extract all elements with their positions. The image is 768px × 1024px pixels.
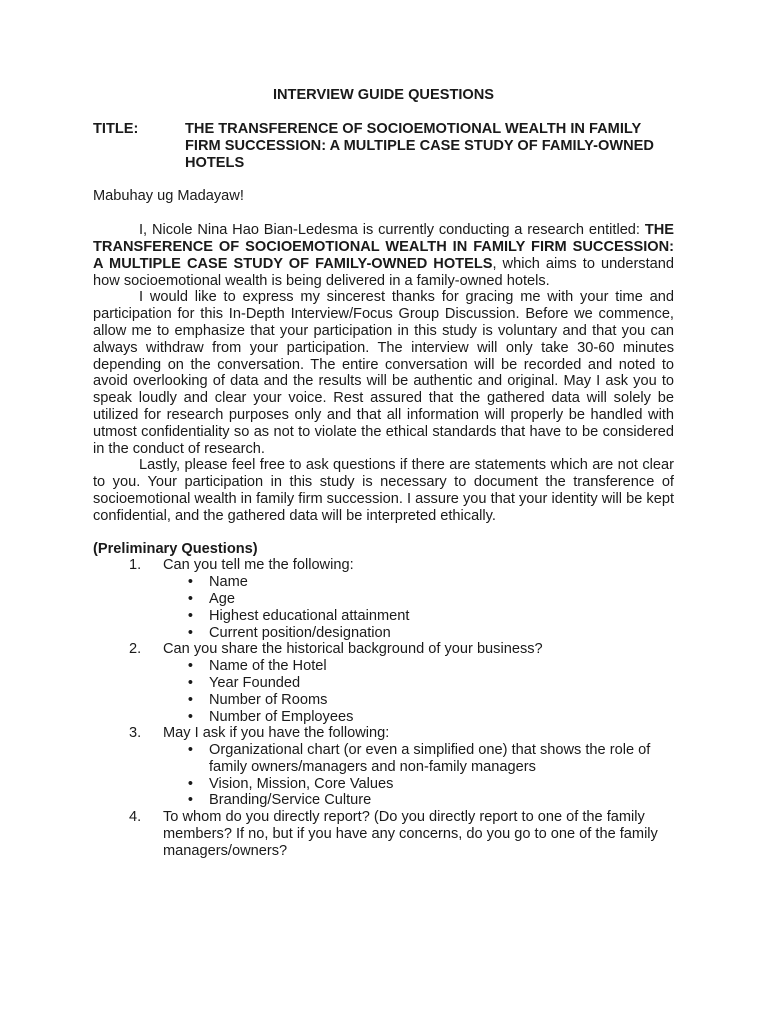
bullet-icon: •: [187, 708, 193, 725]
question-number: 4.: [129, 809, 142, 826]
sub-item: • Number of Rooms: [163, 692, 674, 709]
sub-item: • Number of Employees: [163, 709, 674, 726]
intro-p1-end: , which aims to understand how socioemotional wealth is being delivered in a family-owned hotels.: [93, 255, 674, 289]
sub-item: • Name: [163, 574, 674, 591]
bullet-icon: •: [187, 792, 193, 809]
bullet-icon: •: [187, 742, 193, 759]
bullet-icon: •: [187, 590, 193, 607]
question-item: [93, 557, 674, 641]
title-block: [93, 121, 674, 171]
question-item: [93, 809, 674, 859]
intro-p1-research-title: THE TRANSFERENCE OF SOCIOEMOTIONAL WEALTH IN FAMILY FIRM SUCCESSION: A MULTIPLE CASE STUDY OF FAMILY-OWNED HOTELS: [93, 222, 674, 272]
sub-item: • Age: [163, 591, 674, 608]
bullet-icon: •: [187, 674, 193, 691]
sub-item: • Current position/designation: [163, 625, 674, 642]
question-text: Can you tell me the following:: [163, 557, 354, 574]
sub-item: • Name of the Hotel: [163, 658, 674, 675]
sub-item-list: [163, 658, 674, 725]
question-number: 3.: [129, 725, 142, 742]
question-list: [93, 557, 674, 859]
document-heading: INTERVIEW GUIDE QUESTIONS: [272, 87, 495, 103]
question-item: [93, 641, 674, 725]
intro-p1-start: I, Nicole Nina Hao Bian-Ledesma is currently conducting a research entitled:: [139, 222, 645, 239]
question-number: 2.: [129, 641, 142, 658]
question-text: Can you share the historical background of your business?: [163, 641, 543, 658]
intro-paragraph-2: I would like to express my sincerest thanks for gracing me with your time and participation for this In-Depth Interview/Focus Group Discussion. Before we commence, allow me to emphasize that your participation in this study is voluntary and that you can always withdraw from your participation. The interview will only take 30-60 minutes depending on the conversation. The entire conversation will be recorded and noted to avoid overlooking of data and the results will be authentic and original. May I ask you to speak loudly and clear your voice. Rest assured that the gathered data will solely be utilized for research purposes only and that all information will properly be handled with utmost confidentiality so as not to violate the ethical standards that have to be considered in the conduct of research.: [93, 289, 674, 457]
sub-item: • Branding/Service Culture: [163, 792, 674, 809]
sub-item-list: [163, 574, 674, 641]
intro-paragraph-3: Lastly, please feel free to ask questions if there are statements which are not clear to you. Your participation in this study is necessary to document the transference of socioemotional wealth in family firm succession. I assure you that your identity will be kept confidential, and the gathered data will be interpreted ethically.: [93, 457, 674, 524]
question-text: May I ask if you have the following:: [163, 725, 390, 742]
sub-item-list: [163, 742, 674, 809]
greeting: Mabuhay ug Madayaw!: [93, 188, 244, 205]
document-page: [93, 87, 674, 860]
question-number: 1.: [129, 557, 142, 574]
bullet-icon: •: [187, 574, 193, 591]
bullet-icon: •: [187, 624, 193, 641]
bullet-icon: •: [187, 691, 193, 708]
question-item: [93, 725, 674, 809]
sub-item: • Vision, Mission, Core Values: [163, 776, 674, 793]
intro-paragraph-1: [93, 222, 674, 289]
sub-item: • Highest educational attainment: [163, 608, 674, 625]
title-text: THE TRANSFERENCE OF SOCIOEMOTIONAL WEALTH IN FAMILY FIRM SUCCESSION: A MULTIPLE CASE STUDY OF FAMILY-OWNED HOTELS: [185, 121, 654, 171]
title-label: TITLE:: [93, 121, 139, 137]
bullet-icon: •: [187, 775, 193, 792]
preliminary-questions-heading: (Preliminary Questions): [93, 540, 258, 557]
bullet-icon: •: [187, 658, 193, 675]
bullet-icon: •: [187, 607, 193, 624]
sub-item: • Year Founded: [163, 675, 674, 692]
sub-item: • Organizational chart (or even a simplified one) that shows the role of family owners/managers and non-family managers: [163, 742, 674, 776]
question-text: To whom do you directly report? (Do you directly report to one of the family members? If no, but if you have any concerns, do you go to one of the family managers/owners?: [163, 809, 658, 859]
